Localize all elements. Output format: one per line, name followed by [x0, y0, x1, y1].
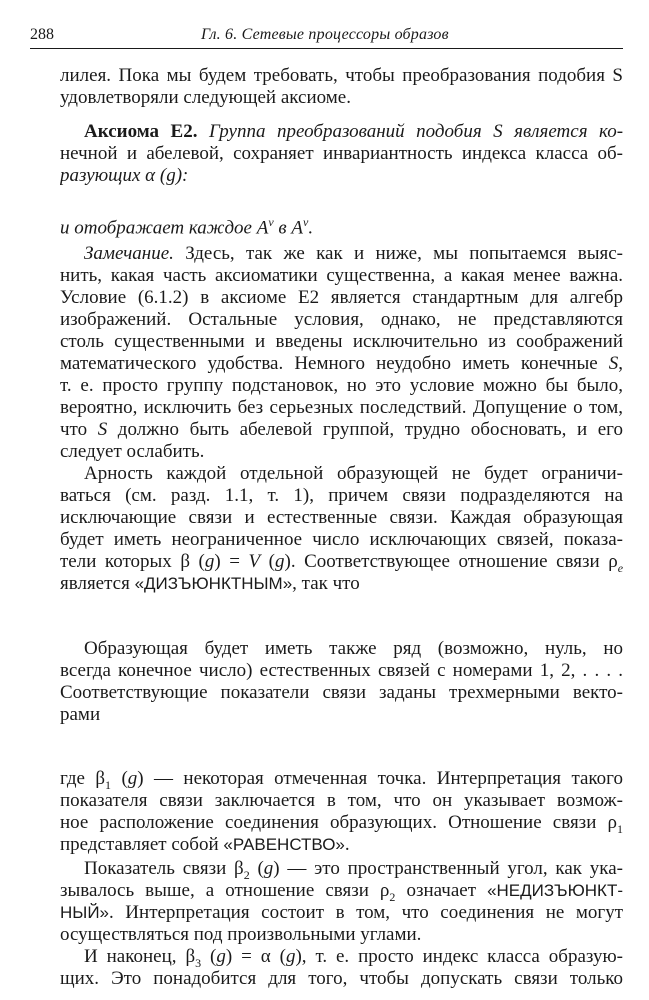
text-line: столь существенными и введены исключительно из соображений — [60, 331, 623, 352]
text-line: показателя связи заключается в том, что он указывает возмож- — [60, 790, 623, 811]
text-line: всегда конечное число) естественных связей с номерами 1, 2, . . . . — [60, 660, 623, 681]
text-line: где $\beta_1$ (g) — некоторая отмеченная точка. Интерпретация такого — [60, 768, 623, 792]
text-line: вероятно, исключить без серьезных последствий. Допущение о том, — [60, 397, 623, 418]
axiom-line: и отображает каждое $A^v$ в $A^v$. — [60, 215, 314, 239]
text-line: Арность каждой отдельной образующей не будет ограничи- — [84, 463, 623, 484]
text-line: исключающие связи и естественные связи. Каждая образующая — [60, 507, 623, 528]
text-line: будет иметь неограниченное число исключающих связей, показа- — [60, 529, 623, 550]
running-header — [30, 26, 623, 49]
text-line: тели которых β (g) = V (g). Соответствующее отношение связи $\rho_e$ — [60, 551, 623, 575]
text-line: математического удобства. Немного неудобно иметь конечные S, — [60, 353, 623, 374]
text-line: удовлетворяли следующей аксиоме. — [60, 87, 351, 108]
page-number: 288 — [30, 26, 54, 43]
axiom-line: нечной и абелевой, сохраняет инвариантность индекса класса об- — [60, 143, 623, 164]
text-line: НЫЙ». Интерпретация состоит в том, что соединения не могут — [60, 902, 623, 923]
text-line: И наконец, $\beta_3$ (g) = α (g), т. е. просто индекс класса образую- — [84, 946, 623, 970]
text-line: Показатель связи $\beta_2$ (g) — это пространственный угол, как ука- — [84, 858, 623, 882]
text-line: изображений. Остальные условия, однако, не представляются — [60, 309, 623, 330]
text-line: ное расположение соединения образующих. Отношение связи $\rho_1$ — [60, 812, 623, 836]
text-line: следует ослабить. — [60, 441, 205, 462]
running-title: Гл. 6. Сетевые процессоры образов — [201, 26, 449, 43]
text-line: Образующая будет иметь также ряд (возможно, нуль, но — [84, 638, 623, 659]
text-line: нить, какая часть аксиоматики существенна, а какая менее важна. — [60, 265, 623, 286]
text-line: рами — [60, 704, 101, 725]
text-line: ваться (см. разд. 1.1, т. 1), причем связи подразделяются на — [60, 485, 623, 506]
text-line: является «ДИЗЪЮНКТНЫМ», так что — [60, 573, 360, 594]
text-line: щих. Это понадобится для того, чтобы допускать связи только — [60, 968, 623, 989]
text-line: зывалось выше, а отношение связи $\rho_2$ означает «НЕДИЗЪЮНКТ- — [60, 880, 623, 904]
text-line: представляет собой «РАВЕНСТВО». — [60, 834, 350, 855]
text-line: т. е. просто группу подстановок, но это условие можно бы было, — [60, 375, 623, 396]
text-line: Соответствующие показатели связи заданы трехмерными векто- — [60, 682, 623, 703]
text-line: осуществляться под произвольными углами. — [60, 924, 422, 945]
axiom-line: Аксиома E2. Группа преобразований подобия S является ко- — [84, 121, 623, 142]
remark-line: Замечание. Здесь, так же как и ниже, мы попытаемся выяс- — [84, 243, 623, 264]
text-line: что S должно быть абелевой группой, трудно обосновать, и его — [60, 419, 623, 440]
axiom-line: разующих α (g): — [60, 165, 189, 186]
text-line: лилея. Пока мы будем требовать, чтобы преобразования подобия S — [60, 65, 623, 86]
text-line: Условие (6.1.2) в аксиоме E2 является стандартным для алгебр — [60, 287, 623, 308]
